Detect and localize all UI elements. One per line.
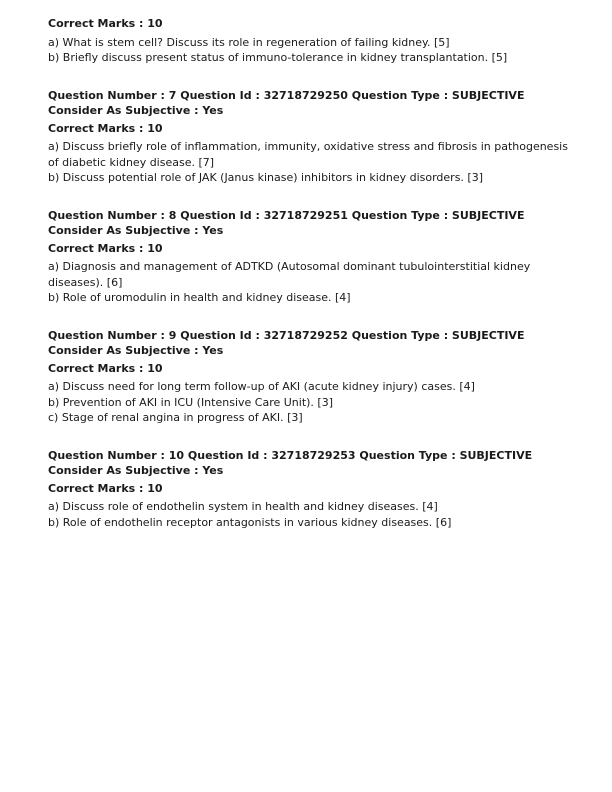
question-block-10 bbox=[48, 448, 570, 531]
question-block-7 bbox=[48, 88, 570, 186]
question-part-a: a) Discuss briefly role of inflammation, immunity, oxidative stress and fibrosis in pathogenesis of diabetic kidney disease. [7] bbox=[48, 140, 568, 169]
correct-marks: Correct Marks : 10 bbox=[48, 241, 163, 255]
question-part-b: b) Role of uromodulin in health and kidney disease. [4] bbox=[48, 291, 351, 304]
question-header: Question Number : 7 Question Id : 32718729250 Question Type : SUBJECTIVE Consider As Subjective : Yes bbox=[48, 88, 525, 117]
question-header: Question Number : 9 Question Id : 32718729252 Question Type : SUBJECTIVE Consider As Subjective : Yes bbox=[48, 328, 525, 357]
question-part-b: b) Prevention of AKI in ICU (Intensive Care Unit). [3] bbox=[48, 395, 333, 409]
question-part-b: b) Discuss potential role of JAK (Janus kinase) inhibitors in kidney disorders. [3] bbox=[48, 171, 483, 184]
question-block-8 bbox=[48, 208, 570, 306]
question-block-6 bbox=[48, 16, 570, 66]
correct-marks: Correct Marks : 10 bbox=[48, 121, 163, 135]
question-part-c: c) Stage of renal angina in progress of AKI. [3] bbox=[48, 411, 303, 424]
question-part-a: a) Discuss role of endothelin system in health and kidney diseases. [4] bbox=[48, 500, 438, 513]
question-header: Question Number : 8 Question Id : 32718729251 Question Type : SUBJECTIVE Consider As Subjective : Yes bbox=[48, 208, 525, 237]
question-part-a: a) Diagnosis and management of ADTKD (Autosomal dominant tubulointerstitial kidney diseases). [6] bbox=[48, 260, 531, 289]
question-part-b: b) Briefly discuss present status of immuno-tolerance in kidney transplantation. [5] bbox=[48, 51, 508, 64]
question-part-a: a) What is stem cell? Discuss its role in regeneration of failing kidney. [5] bbox=[48, 35, 450, 49]
question-part-a: a) Discuss need for long term follow-up of AKI (acute kidney injury) cases. [4] bbox=[48, 380, 475, 393]
question-block-9 bbox=[48, 328, 570, 426]
question-paper-page bbox=[48, 16, 570, 552]
correct-marks: Correct Marks : 10 bbox=[48, 17, 163, 30]
question-header: Question Number : 10 Question Id : 32718729253 Question Type : SUBJECTIVE Consider As Subjective : Yes bbox=[48, 448, 533, 477]
correct-marks: Correct Marks : 10 bbox=[48, 361, 163, 375]
correct-marks: Correct Marks : 10 bbox=[48, 481, 163, 495]
question-part-b: b) Role of endothelin receptor antagonists in various kidney diseases. [6] bbox=[48, 515, 452, 529]
